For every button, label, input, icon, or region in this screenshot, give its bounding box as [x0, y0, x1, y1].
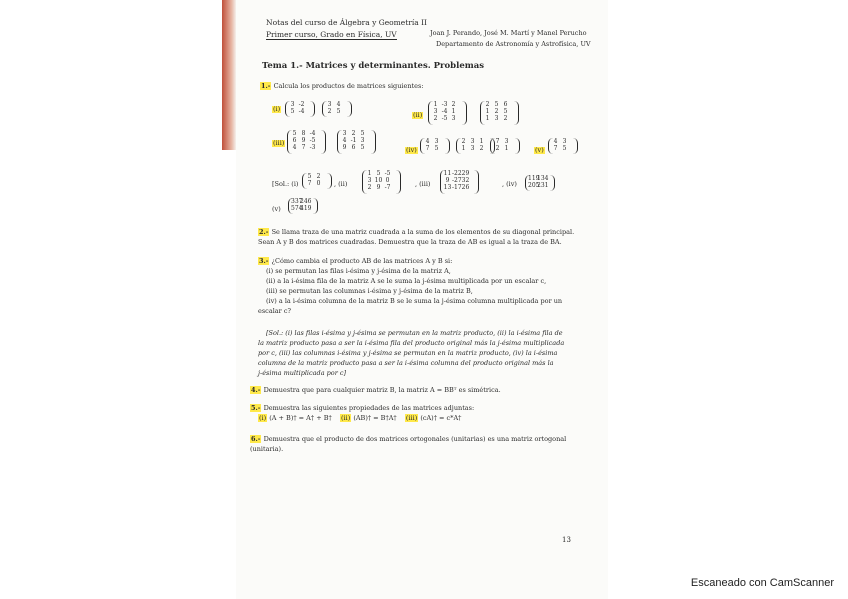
matrix-entry: 5 — [503, 108, 508, 115]
matrix-entry: -22 — [452, 170, 462, 177]
matrix-entry: 2 — [451, 101, 456, 108]
matrix — [480, 101, 519, 125]
matrix-row — [325, 101, 349, 108]
matrix-entry: 3 — [434, 138, 439, 145]
matrix-entry: 0 — [316, 180, 321, 187]
matrix-entry: 9 — [301, 137, 306, 144]
matrix-entry: 5 — [336, 108, 341, 115]
matrix-row — [340, 144, 373, 151]
matrix-entry: 5 — [434, 145, 439, 152]
matrix-row — [290, 137, 323, 144]
matrix-row — [291, 205, 315, 212]
matrix — [525, 175, 555, 191]
matrix-entry: 5 — [562, 145, 567, 152]
matrix-entry: 1 — [461, 145, 466, 152]
matrix-row — [483, 101, 516, 108]
page-title: Tema 1.- Matrices y determinantes. Problemas — [262, 61, 485, 71]
problem-3-sol-5: j-ésima multiplicada por c] — [258, 369, 347, 377]
problem-3-item-ii: (ii) a la i-ésima fila de la matriz A se le suma la j-ésima multiplicada por un escalar c, — [266, 277, 547, 285]
matrix-row — [325, 108, 349, 115]
sol-1-iv: , (iv) — [502, 180, 517, 188]
matrix-entry: 231 — [537, 182, 549, 189]
sol-1-v: (v) — [272, 205, 281, 213]
matrix — [302, 173, 332, 189]
problem-3-item-iv-cont: escalar c? — [258, 307, 291, 315]
matrix-entry: 6 — [503, 101, 508, 108]
label-ii: (ii) — [413, 111, 423, 119]
label-iii: (iii) — [273, 139, 285, 147]
problem-3-text: ¿Cómo cambia el producto AB de las matrices A y B si: — [271, 257, 453, 265]
matrix-row — [423, 138, 447, 145]
matrix-row — [291, 198, 315, 205]
problem-4-number: 4.- — [251, 386, 261, 394]
problem-3-intro — [258, 258, 452, 265]
matrix-entry: -5 — [309, 137, 316, 144]
matrix — [440, 170, 479, 194]
matrix-entry: 134 — [537, 175, 549, 182]
matrix-entry: 7 — [553, 145, 558, 152]
matrix-entry: 0 — [385, 177, 390, 184]
page-edge — [222, 0, 236, 150]
matrix-entry: 5 — [292, 130, 297, 137]
matrix-row — [290, 130, 323, 137]
matrix-entry: 337 — [291, 198, 303, 205]
label-iv: (iv) — [406, 146, 417, 154]
problem-3-number: 3.- — [259, 257, 269, 265]
matrix-entry: -3 — [441, 101, 448, 108]
matrix-row — [288, 101, 312, 108]
matrix-entry: -1 — [350, 137, 357, 144]
header-course: Notas del curso de Álgebra y Geometría II — [266, 18, 427, 27]
sol-1-ii: , (ii) — [334, 180, 348, 188]
problem-1-text: Calcula los productos de matrices siguientes: — [273, 82, 424, 90]
problem-4-text: Demuestra que para cualquier matriz B, la matriz A = BBᵀ es simétrica. — [263, 386, 501, 394]
matrix-entry: 2 — [485, 101, 490, 108]
problem-5-iii-expr: (cA)† = c*A† — [420, 414, 462, 422]
matrix-entry: -17 — [452, 184, 462, 191]
matrix-entry: 26 — [461, 184, 470, 191]
matrix-entry: -5 — [441, 115, 448, 122]
camscanner-watermark: Escaneado con CamScanner — [690, 577, 834, 589]
matrix-entry: -3 — [309, 144, 316, 151]
matrix-entry: 205 — [528, 182, 540, 189]
problem-5-i-label: (i) — [259, 414, 267, 422]
matrix-entry: 2 — [367, 184, 372, 191]
matrix-entry: 13 — [443, 184, 452, 191]
matrix-entry: 3 — [470, 145, 475, 152]
matrix-row — [443, 184, 476, 191]
matrix-entry: 8 — [301, 130, 306, 137]
matrix-entry: 2 — [351, 130, 356, 137]
matrix-row — [365, 170, 398, 177]
matrix-entry: 5 — [307, 173, 312, 180]
problem-3-item-iii: (iii) se permutan las columnas i-ésima y j-ésima de la matriz B, — [266, 287, 473, 295]
matrix — [362, 170, 401, 194]
matrix-entry: 5 — [360, 144, 365, 151]
matrix-entry: -7 — [384, 184, 391, 191]
problem-1-statement — [260, 83, 424, 90]
matrix-entry: 9 — [376, 184, 381, 191]
matrix-entry: 11 — [443, 170, 452, 177]
matrix-entry: 7 — [307, 180, 312, 187]
matrix-row — [459, 138, 492, 145]
matrix-entry: 7 — [425, 145, 430, 152]
matrix-entry: 4 — [553, 138, 558, 145]
matrix-row — [483, 108, 516, 115]
problem-2-text-1: Se llama traza de una matriz cuadrada a la suma de los elementos de su diagonal principal. — [271, 228, 575, 236]
matrix-row — [365, 184, 398, 191]
matrix-entry: 2 — [327, 108, 332, 115]
matrix-entry: -5 — [384, 170, 391, 177]
matrix-row — [431, 101, 464, 108]
matrix-row — [528, 182, 552, 189]
matrix-row — [288, 108, 312, 115]
matrix-entry: 1 — [451, 108, 456, 115]
matrix-row — [431, 108, 464, 115]
matrix-entry: 7 — [495, 138, 500, 145]
problem-4 — [250, 387, 501, 394]
problem-5-iii-label: (iii) — [405, 414, 418, 422]
matrix-entry: 419 — [300, 205, 312, 212]
label-v: (v) — [535, 146, 544, 154]
matrix-entry: 246 — [300, 198, 312, 205]
matrix — [428, 101, 467, 125]
matrix-row — [493, 138, 517, 145]
sol-1-iii: , (iii) — [415, 180, 431, 188]
problem-2-line-1 — [258, 229, 574, 236]
matrix-entry: -27 — [452, 177, 462, 184]
header-department: Departamento de Astronomía y Astrofísica, UV — [436, 40, 591, 48]
matrix-entry: 3 — [562, 138, 567, 145]
matrix-entry: 9 — [342, 144, 347, 151]
matrix-entry: 1 — [433, 101, 438, 108]
matrix-entry: 32 — [461, 177, 470, 184]
matrix-entry: 10 — [374, 177, 383, 184]
matrix-entry: 2 — [479, 145, 484, 152]
matrix-entry: 5 — [360, 130, 365, 137]
problem-3-sol-3: por c, (iii) las columnas i-ésima y j-ésima se permutan en la matriz producto, (iv) la i-ésima — [258, 349, 558, 357]
matrix-entry: 2 — [503, 115, 508, 122]
matrix-row — [493, 145, 517, 152]
matrix — [420, 138, 450, 154]
problem-5-ii-expr: (AB)† = B†A† — [353, 414, 397, 422]
matrix-row — [551, 138, 575, 145]
problem-5 — [250, 405, 474, 412]
problem-3-item-i: (i) se permutan las filas i-ésima y j-ésima de la matriz A, — [266, 267, 451, 275]
matrix-entry: -4 — [309, 130, 316, 137]
matrix-entry: 3 — [367, 177, 372, 184]
matrix-row — [365, 177, 398, 184]
problem-5-ii-label: (ii) — [341, 414, 351, 422]
matrix-entry: 3 — [290, 101, 295, 108]
matrix-row — [483, 115, 516, 122]
problem-2-line-2: Sean A y B dos matrices cuadradas. Demuestra que la traza de AB es igual a la traza de BA. — [258, 238, 562, 246]
problem-6-line-1 — [250, 436, 566, 443]
matrix-entry: 2 — [316, 173, 321, 180]
matrix-row — [305, 173, 329, 180]
matrix-entry: 3 — [327, 101, 332, 108]
matrix-entry: 6 — [351, 144, 356, 151]
matrix-entry: -2 — [298, 101, 305, 108]
matrix-entry: 3 — [504, 138, 509, 145]
matrix — [548, 138, 578, 154]
matrix-row — [528, 175, 552, 182]
problem-5-text: Demuestra las siguientes propiedades de las matrices adjuntas: — [263, 404, 475, 412]
matrix-entry: 2 — [433, 115, 438, 122]
problem-5-items — [258, 415, 461, 422]
matrix-entry: 3 — [342, 130, 347, 137]
matrix-entry: 1 — [485, 108, 490, 115]
matrix-row — [340, 137, 373, 144]
matrix-entry: 29 — [461, 170, 470, 177]
matrix-entry: 1 — [367, 170, 372, 177]
matrix-entry: 3 — [433, 108, 438, 115]
header-degree: Primer curso, Grado en Física, UV — [266, 30, 397, 39]
matrix-entry: -4 — [298, 108, 305, 115]
matrix — [337, 130, 376, 154]
matrix — [285, 101, 315, 117]
matrix-row — [423, 145, 447, 152]
matrix — [287, 130, 326, 154]
matrix — [490, 138, 520, 154]
problem-3-item-iv: (iv) a la i-ésima columna de la matriz B se le suma la j-ésima columna multiplicada por un — [266, 297, 563, 305]
problem-3-sol-2: la matriz producto pasa a ser la i-ésima fila del producto original más la j-ésima multiplicada — [258, 339, 565, 347]
matrix-row — [305, 180, 329, 187]
matrix — [322, 101, 352, 117]
matrix-entry: 4 — [336, 101, 341, 108]
matrix — [288, 198, 318, 214]
problem-5-i-expr: (A + B)† = A† + B† — [269, 414, 332, 422]
problem-2-number: 2.- — [259, 228, 269, 236]
matrix-entry: -4 — [441, 108, 448, 115]
matrix-entry: 2 — [461, 138, 466, 145]
matrix-entry: 4 — [342, 137, 347, 144]
sol-1-label: [Sol.: (i) — [272, 180, 299, 188]
matrix-entry: 5 — [290, 108, 295, 115]
matrix-entry: 3 — [470, 138, 475, 145]
matrix-entry: 3 — [451, 115, 456, 122]
label-i: (i) — [273, 105, 281, 113]
matrix-entry: 2 — [495, 145, 500, 152]
matrix-row — [459, 145, 492, 152]
matrix-row — [290, 144, 323, 151]
page-number: 13 — [562, 536, 571, 544]
matrix-entry: 3 — [360, 137, 365, 144]
matrix-entry: 4 — [425, 138, 430, 145]
problem-3-sol-4: columna de la matriz producto pasa a ser la i-ésima columna del producto original más la — [258, 359, 554, 367]
matrix-row — [443, 170, 476, 177]
matrix-entry: 7 — [301, 144, 306, 151]
matrix-entry: 6 — [292, 137, 297, 144]
matrix-entry: 4 — [292, 144, 297, 151]
matrix-row — [551, 145, 575, 152]
matrix-entry: 9 — [445, 177, 450, 184]
matrix-entry: 5 — [494, 101, 499, 108]
problem-6-line-2: (unitaria). — [250, 445, 284, 453]
matrix-entry: 2 — [494, 108, 499, 115]
problem-6-number: 6.- — [251, 435, 261, 443]
matrix-entry: 1 — [485, 115, 490, 122]
matrix-entry: 119 — [528, 175, 540, 182]
matrix-entry: 1 — [479, 138, 484, 145]
matrix-entry: 1 — [504, 145, 509, 152]
matrix-row — [340, 130, 373, 137]
matrix-entry: 574 — [291, 205, 303, 212]
header-authors: Joan J. Perando, José M. Martí y Manel Perucho — [430, 29, 587, 37]
problem-3-sol-1: [Sol.: (i) las filas i-ésima y j-ésima se permutan en la matriz producto, (ii) la i-ésima fila de — [266, 329, 563, 337]
problem-1-number: 1.- — [261, 82, 271, 90]
problem-5-number: 5.- — [251, 404, 261, 412]
matrix-row — [431, 115, 464, 122]
matrix-entry: 5 — [376, 170, 381, 177]
matrix-row — [443, 177, 476, 184]
problem-6-text-1: Demuestra que el producto de dos matrices ortogonales (unitarias) es una matriz ortogonal — [263, 435, 567, 443]
matrix-entry: 3 — [494, 115, 499, 122]
